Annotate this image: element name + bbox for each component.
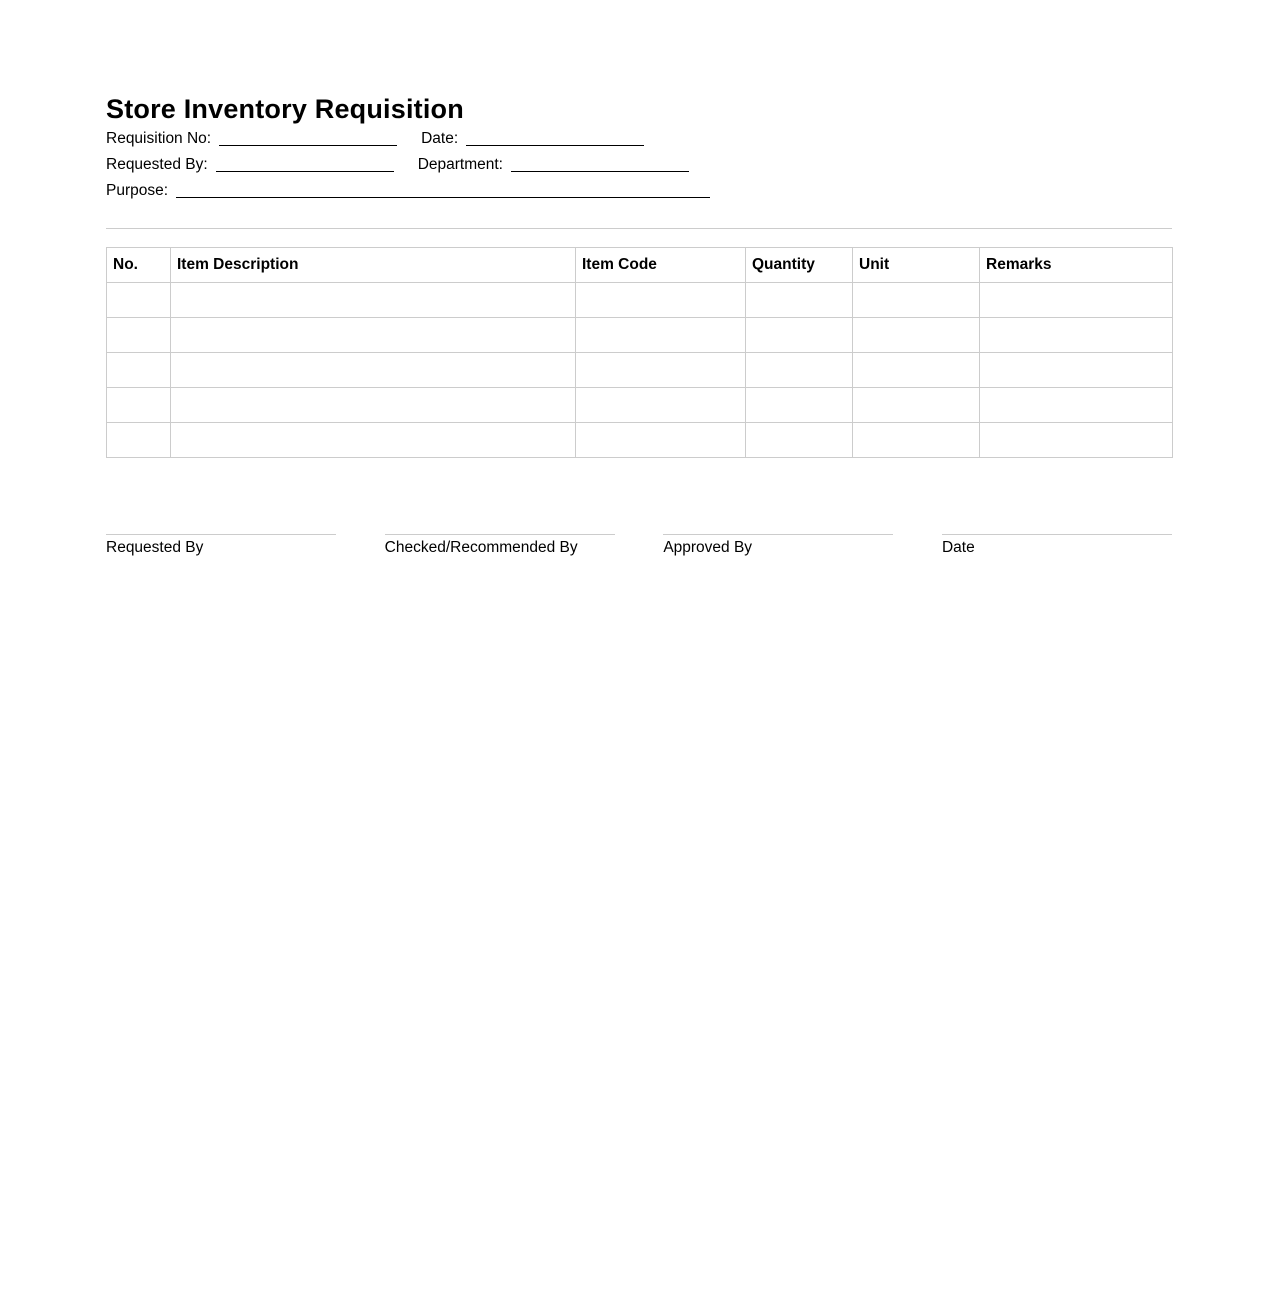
signature-date[interactable] (942, 534, 1172, 557)
signature-requested-by[interactable] (106, 534, 336, 557)
cell-quantity[interactable] (746, 353, 853, 388)
cell-remarks[interactable] (980, 388, 1173, 423)
cell-item-code[interactable] (576, 353, 746, 388)
cell-unit[interactable] (853, 423, 980, 458)
column-header-item-description: Item Description (171, 248, 576, 283)
table-header-row (107, 248, 1173, 283)
signature-section (106, 534, 1172, 557)
department-label: Department: (417, 156, 503, 173)
column-header-quantity: Quantity (746, 248, 853, 283)
cell-quantity[interactable] (746, 283, 853, 318)
cell-item-code[interactable] (576, 283, 746, 318)
requisition-no-label: Requisition No: (106, 130, 212, 147)
table-row (107, 283, 1173, 318)
requisition-no-field[interactable] (219, 129, 397, 146)
table-row (107, 423, 1173, 458)
date-field[interactable] (466, 129, 644, 146)
cell-item-description[interactable] (171, 388, 576, 423)
meta-row-3 (106, 178, 1172, 204)
cell-remarks[interactable] (980, 423, 1173, 458)
cell-unit[interactable] (853, 283, 980, 318)
column-header-item-code: Item Code (576, 248, 746, 283)
cell-no[interactable] (107, 353, 171, 388)
purpose-field[interactable] (176, 181, 710, 198)
page-title: Store Inventory Requisition (106, 94, 464, 124)
cell-unit[interactable] (853, 318, 980, 353)
signature-label: Date (941, 539, 975, 556)
requisition-form (106, 92, 1172, 556)
cell-item-description[interactable] (171, 283, 576, 318)
department-field[interactable] (511, 155, 689, 172)
cell-quantity[interactable] (746, 388, 853, 423)
section-divider (106, 228, 1172, 229)
cell-item-description[interactable] (171, 318, 576, 353)
cell-remarks[interactable] (980, 283, 1173, 318)
cell-no[interactable] (107, 388, 171, 423)
table-row (107, 353, 1173, 388)
items-table (106, 247, 1173, 458)
cell-remarks[interactable] (980, 353, 1173, 388)
signature-label: Requested By (106, 539, 204, 556)
requested-by-label: Requested By: (106, 156, 208, 173)
meta-row-2 (106, 152, 1172, 178)
requested-by-field[interactable] (216, 155, 394, 172)
meta-row-1 (106, 126, 1172, 152)
cell-unit[interactable] (853, 353, 980, 388)
cell-no[interactable] (107, 318, 171, 353)
cell-item-description[interactable] (171, 353, 576, 388)
cell-item-code[interactable] (576, 318, 746, 353)
cell-unit[interactable] (853, 388, 980, 423)
column-header-remarks: Remarks (980, 248, 1173, 283)
cell-no[interactable] (107, 283, 171, 318)
signature-approved-by[interactable] (663, 534, 893, 557)
signature-checked-recommended-by[interactable] (385, 534, 615, 557)
table-row (107, 318, 1173, 353)
table-row (107, 388, 1173, 423)
cell-item-description[interactable] (171, 423, 576, 458)
signature-label: Approved By (663, 539, 753, 556)
cell-no[interactable] (107, 423, 171, 458)
date-label: Date: (421, 130, 459, 147)
column-header-unit: Unit (853, 248, 980, 283)
column-header-no: No. (107, 248, 171, 283)
cell-quantity[interactable] (746, 423, 853, 458)
cell-remarks[interactable] (980, 318, 1173, 353)
cell-item-code[interactable] (576, 423, 746, 458)
cell-quantity[interactable] (746, 318, 853, 353)
signature-label: Checked/Recommended By (384, 539, 578, 556)
cell-item-code[interactable] (576, 388, 746, 423)
purpose-label: Purpose: (106, 182, 169, 199)
